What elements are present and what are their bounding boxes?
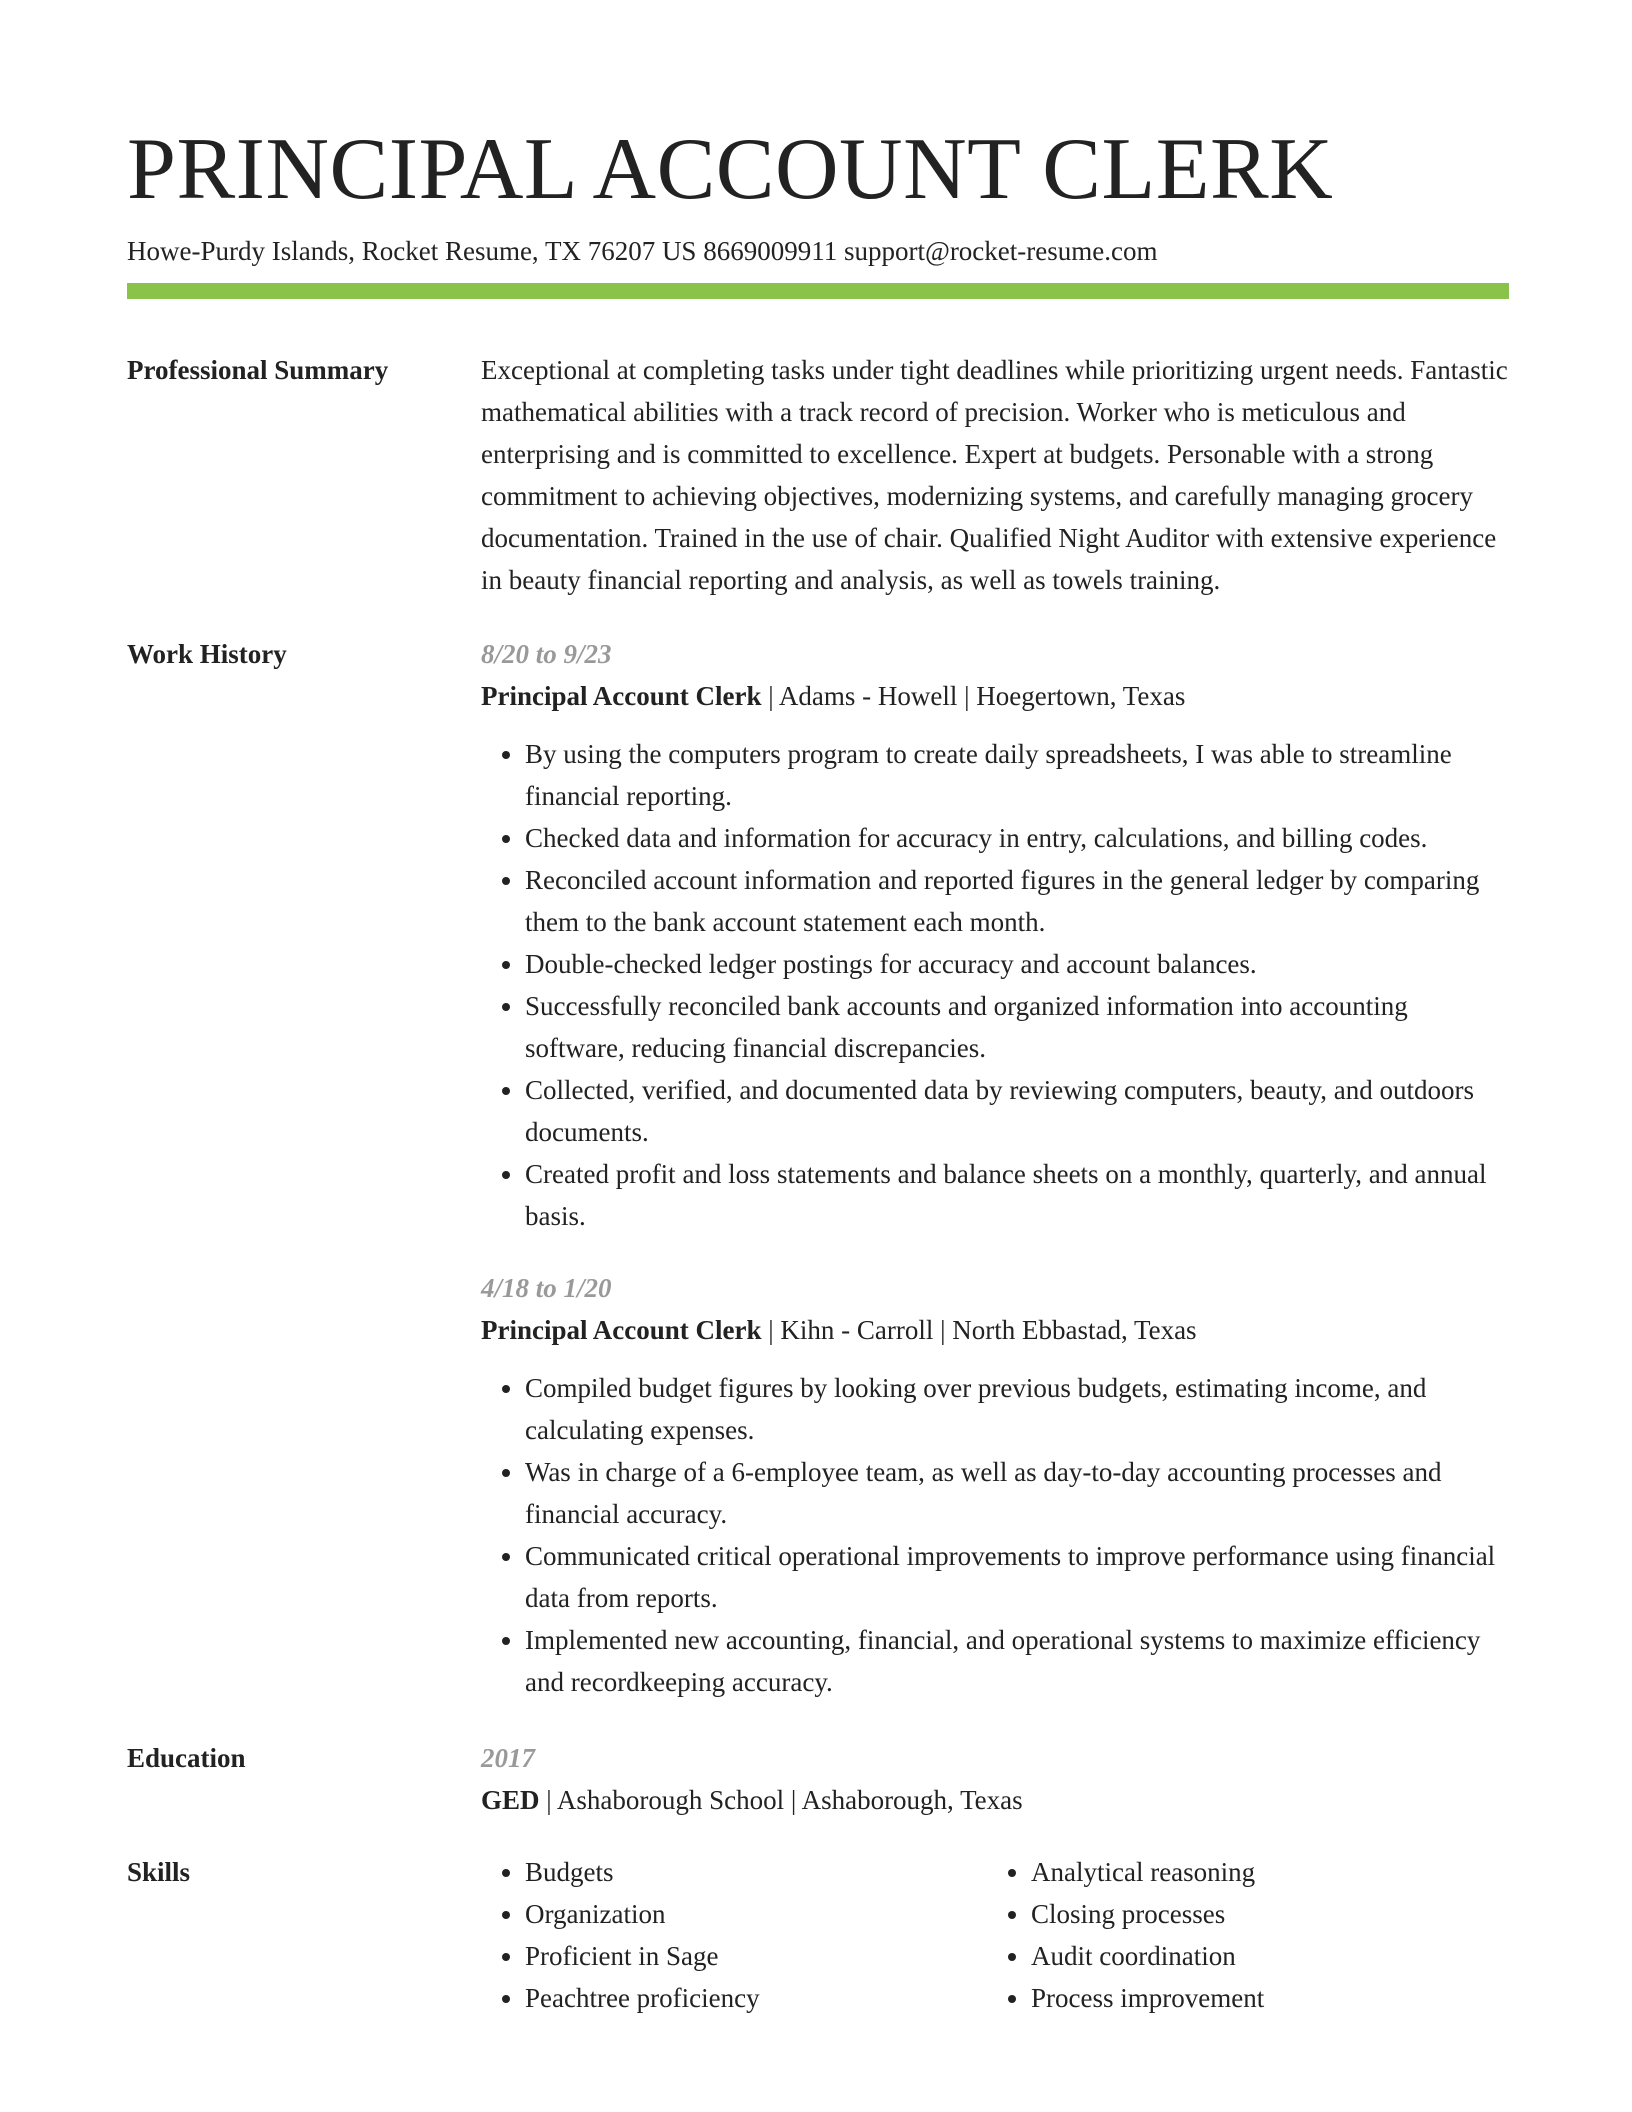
skill-item: • Closing processes: [1031, 1893, 1493, 1935]
job-employer-location: | Adams - Howell | Hoegertown, Texas: [761, 681, 1186, 711]
skills-column-left: [481, 1851, 987, 2019]
skill-item: • Proficient in Sage: [525, 1935, 987, 1977]
job-bullet: • Communicated critical operational improvements to improve performance using financial data from reports.: [525, 1535, 1509, 1619]
work-history-body: [481, 633, 1509, 1703]
job-heading: [481, 1309, 1509, 1351]
job-bullet: • Collected, verified, and documented data by reviewing computers, beauty, and outdoors documents.: [525, 1069, 1509, 1153]
job-title: Principal Account Clerk: [481, 681, 762, 711]
section-label-skills: Skills: [127, 1857, 191, 1887]
skill-item: • Analytical reasoning: [1031, 1851, 1493, 1893]
job-entry: [481, 1267, 1509, 1703]
education-school-location: | Ashaborough School | Ashaborough, Texas: [539, 1785, 1023, 1815]
education-body: [481, 1737, 1509, 1821]
job-bullet: • By using the computers program to create daily spreadsheets, I was able to streamline financial reporting.: [525, 733, 1509, 817]
skills-section: [127, 1851, 1509, 2019]
job-entry: [481, 633, 1509, 1237]
job-employer-location: | Kihn - Carroll | North Ebbastad, Texas: [761, 1315, 1197, 1345]
job-heading: [481, 675, 1509, 717]
skills-body: [481, 1851, 1509, 2019]
job-bullet: • Created profit and loss statements and balance sheets on a monthly, quarterly, and annual basis.: [525, 1153, 1509, 1237]
resume-name: PRINCIPAL ACCOUNT CLERK: [127, 121, 1334, 218]
skill-item: • Organization: [525, 1893, 987, 1935]
education-year: 2017: [481, 1743, 535, 1773]
job-bullet: • Was in charge of a 6-employee team, as well as day-to-day accounting processes and financial accuracy.: [525, 1451, 1509, 1535]
section-label-work: Work History: [127, 639, 287, 669]
skill-item: • Budgets: [525, 1851, 987, 1893]
job-dates: 8/20 to 9/23: [481, 639, 612, 669]
skill-item: • Audit coordination: [1031, 1935, 1493, 1977]
job-bullet: • Successfully reconciled bank accounts and organized information into accounting software, reducing financial discrepancies.: [525, 985, 1509, 1069]
section-label-education: Education: [127, 1743, 246, 1773]
skill-item: • Peachtree proficiency: [525, 1977, 987, 2019]
job-title: Principal Account Clerk: [481, 1315, 762, 1345]
job-dates: 4/18 to 1/20: [481, 1273, 612, 1303]
job-bullets: [481, 733, 1509, 1237]
job-bullet: • Checked data and information for accuracy in entry, calculations, and billing codes.: [525, 817, 1509, 859]
education-degree: GED: [481, 1785, 540, 1815]
work-history-section: [127, 633, 1509, 1703]
summary-section: [127, 349, 1509, 601]
skill-item: • Process improvement: [1031, 1977, 1493, 2019]
header-divider: [127, 283, 1509, 299]
job-bullet: • Double-checked ledger postings for accuracy and account balances.: [525, 943, 1509, 985]
job-bullet: • Compiled budget figures by looking over previous budgets, estimating income, and calculating expenses.: [525, 1367, 1509, 1451]
skills-column-right: [987, 1851, 1493, 2019]
summary-text: Exceptional at completing tasks under tight deadlines while prioritizing urgent needs. Fantastic mathematical abilities with a track record of precision. Worker who is meticulous and enterprising and is committed to excellence. Expert at budgets. Personable with a strong commitment to achieving objectives, modernizing systems, and carefully managing grocery documentation. Trained in the use of chair. Qualified Night Auditor with extensive experience in beauty financial reporting and analysis, as well as towels training.: [481, 355, 1508, 595]
contact-line: Howe-Purdy Islands, Rocket Resume, TX 76207 US 8669009911 support@rocket-resume.com: [127, 236, 1158, 266]
education-section: [127, 1737, 1509, 1821]
education-heading: [481, 1779, 1509, 1821]
job-bullets: [481, 1367, 1509, 1703]
job-bullet: • Implemented new accounting, financial, and operational systems to maximize efficiency and recordkeeping accuracy.: [525, 1619, 1509, 1703]
section-label-summary: Professional Summary: [127, 355, 389, 385]
job-bullet: • Reconciled account information and reported figures in the general ledger by comparing them to the bank account statement each month.: [525, 859, 1509, 943]
resume-page: [127, 120, 1509, 2019]
